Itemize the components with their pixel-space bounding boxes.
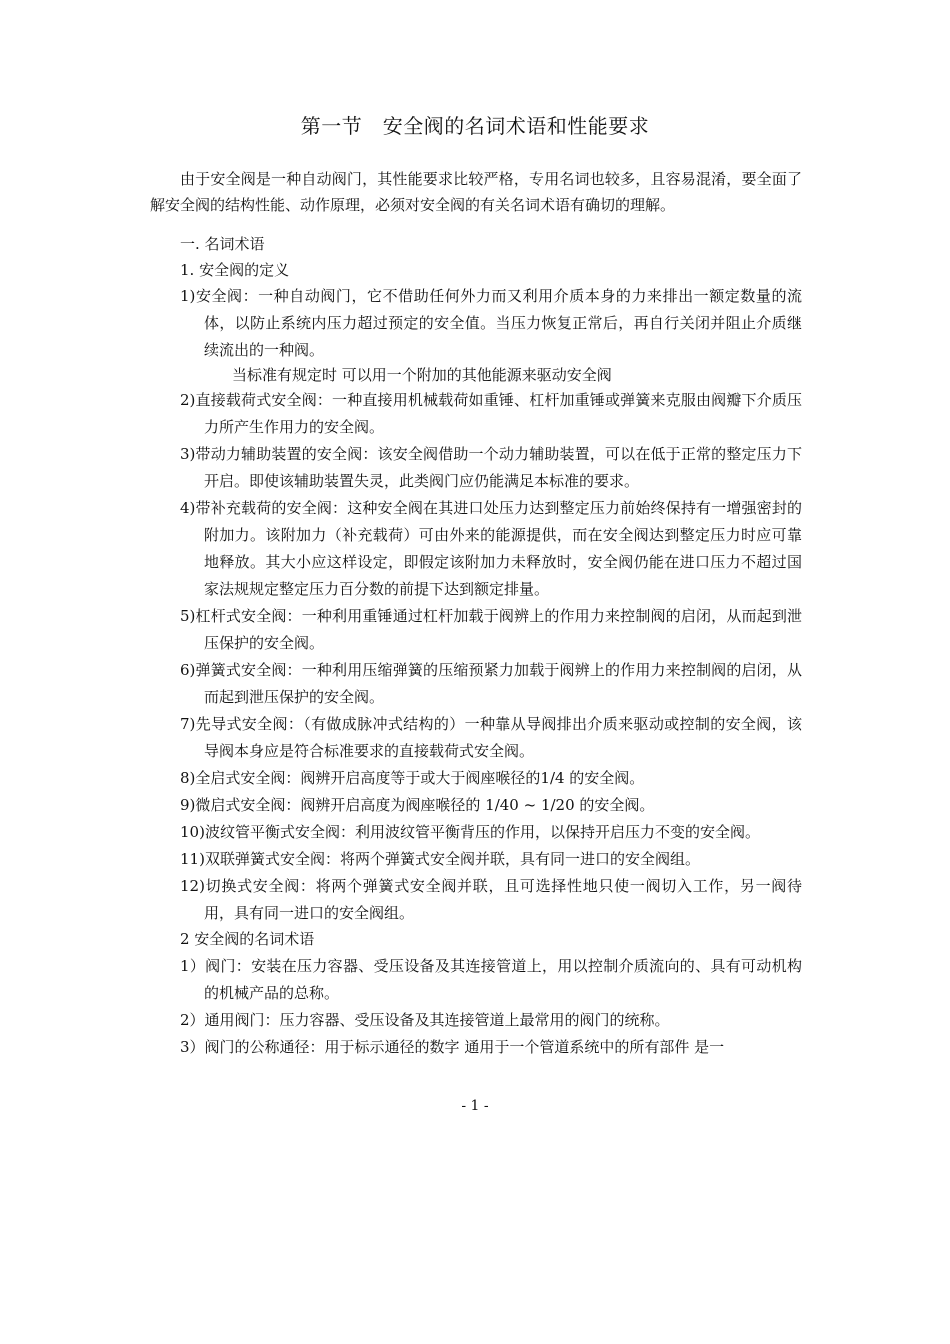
definition-item: 5)杠杆式安全阀：一种利用重锤通过杠杆加载于阀辨上的作用力来控制阀的启闭，从而起到泄压保护的安全阀。 — [180, 607, 802, 652]
definition-note: 当标准有规定时 可以用一个附加的其他能源来驱动安全阀 — [232, 366, 612, 384]
term-item: 3）阀门的公称通径：用于标示通径的数字 通用于一个管道系统中的所有部件 是一 — [180, 1037, 725, 1056]
page-number: - 1 - — [461, 1098, 489, 1114]
definition-item: 2)直接载荷式安全阀：一种直接用机械载荷如重锤、杠杆加重锤或弹簧来克服由阀瓣下介质压力所产生作用力的安全阀。 — [180, 391, 802, 436]
intro-paragraph: 由于安全阀是一种自动阀门，其性能要求比较严格，专用名词也较多，且容易混淆，要全面了解安全阀的结构性能、动作原理，必须对安全阀的有关名词术语有确切的理解。 — [150, 170, 802, 214]
page-title: 第一节 安全阀的名词术语和性能要求 — [300, 114, 650, 138]
section-heading: 一. 名词术语 — [180, 235, 265, 253]
definition-item: 4)带补充载荷的安全阀：这种安全阀在其进口处压力达到整定压力前始终保持有一增强密封的附加力。该附加力（补充载荷）可由外来的能源提供，而在安全阀达到整定压力时应可靠地释放。其大小应这样设定，即假定该附加力未释放时，安全阀仍能在进口压力不超过国家法规规定整定压力百分数的前提下达到额定排量。 — [180, 499, 802, 598]
definition-item: 7)先导式安全阀：（有做成脉冲式结构的）一种靠从导阀排出介质来驱动或控制的安全阀，该导阀本身应是符合标准要求的直接载荷式安全阀。 — [180, 715, 802, 760]
term-item: 2）通用阀门：压力容器、受压设备及其连接管道上最常用的阀门的统称。 — [180, 1010, 670, 1029]
subsection-heading-1: 1. 安全阀的定义 — [180, 260, 290, 279]
definition-item: 6)弹簧式安全阀：一种利用压缩弹簧的压缩预紧力加载于阀辨上的作用力来控制阀的启闭，从而起到泄压保护的安全阀。 — [180, 661, 802, 706]
definition-item: 11)双联弹簧式安全阀：将两个弹簧式安全阀并联，具有同一进口的安全阀组。 — [180, 850, 700, 868]
subsection-heading-2: 2 安全阀的名词术语 — [180, 930, 315, 948]
definition-item: 3)带动力辅助装置的安全阀：该安全阀借助一个动力辅助装置，可以在低于正常的整定压力下开启。即使该辅助装置失灵，此类阀门应仍能满足本标准的要求。 — [180, 445, 802, 490]
term-item: 1）阀门：安装在压力容器、受压设备及其连接管道上，用以控制介质流向的、具有可动机构的机械产品的总称。 — [180, 956, 802, 1002]
definition-item: 12)切换式安全阀：将两个弹簧式安全阀并联，且可选择性地只使一阀切入工作，另一阀待用，具有同一进口的安全阀组。 — [180, 877, 802, 922]
definition-item: 8)全启式安全阀：阀辨开启高度等于或大于阀座喉径的1/4 的安全阀。 — [180, 769, 645, 787]
document-body — [180, 232, 802, 1061]
definition-item: 10)波纹管平衡式安全阀：利用波纹管平衡背压的作用，以保持开启压力不变的安全阀。 — [180, 823, 760, 841]
definition-item: 1)安全阀：一种自动阀门，它不借助任何外力而又利用介质本身的力来排出一额定数量的流体，以防止系统内压力超过预定的安全值。当压力恢复正常后，再自行关闭并阻止介质继续流出的一种阀。 — [180, 287, 802, 359]
definition-item: 9)微启式安全阀：阀辨开启高度为阀座喉径的 1/40 ~ 1/20 的安全阀。 — [180, 796, 655, 814]
